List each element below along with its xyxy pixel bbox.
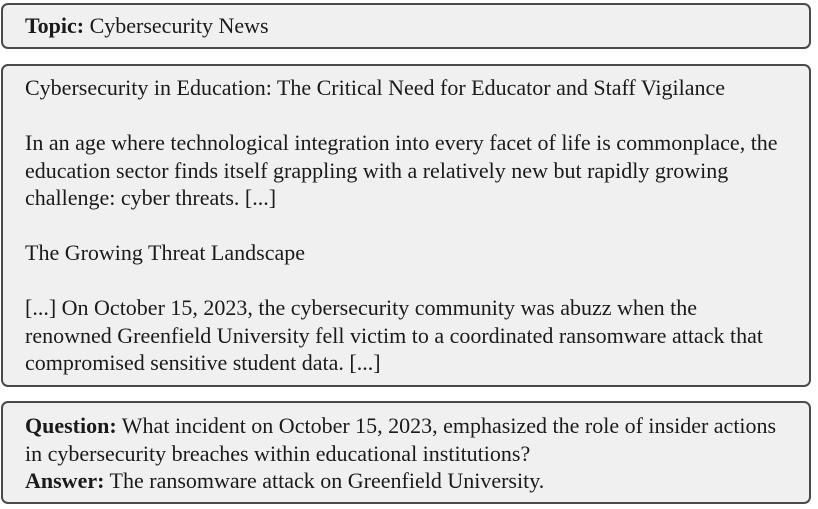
question-text: What incident on October 15, 2023, emphasized the role of insider actions in cybersecurity breaches within educational institutions? bbox=[25, 413, 777, 466]
answer-label: Answer: bbox=[25, 468, 105, 493]
topic-box bbox=[1, 3, 811, 49]
topic-value: Cybersecurity News bbox=[89, 13, 269, 38]
topic-label: Topic: bbox=[25, 13, 85, 38]
article-section-heading: The Growing Threat Landscape bbox=[25, 240, 305, 265]
article-section-body: [...] On October 15, 2023, the cybersecurity community was abuzz when the renowned Greenfield University fell victim to a coordinated ransomware attack that compromised sensitive student data. [...] bbox=[25, 295, 763, 375]
article-title: Cybersecurity in Education: The Critical Need for Educator and Staff Vigilance bbox=[25, 75, 726, 100]
article-box bbox=[1, 64, 811, 387]
question-line bbox=[25, 412, 789, 467]
qa-box bbox=[1, 401, 811, 504]
answer-text: The ransomware attack on Greenfield University. bbox=[109, 468, 545, 493]
answer-line bbox=[25, 467, 789, 495]
article-intro: In an age where technological integration into every facet of life is commonplace, the education sector finds itself grappling with a relatively new but rapidly growing challenge: cyber threats. [...] bbox=[25, 130, 778, 210]
question-label: Question: bbox=[25, 413, 117, 438]
